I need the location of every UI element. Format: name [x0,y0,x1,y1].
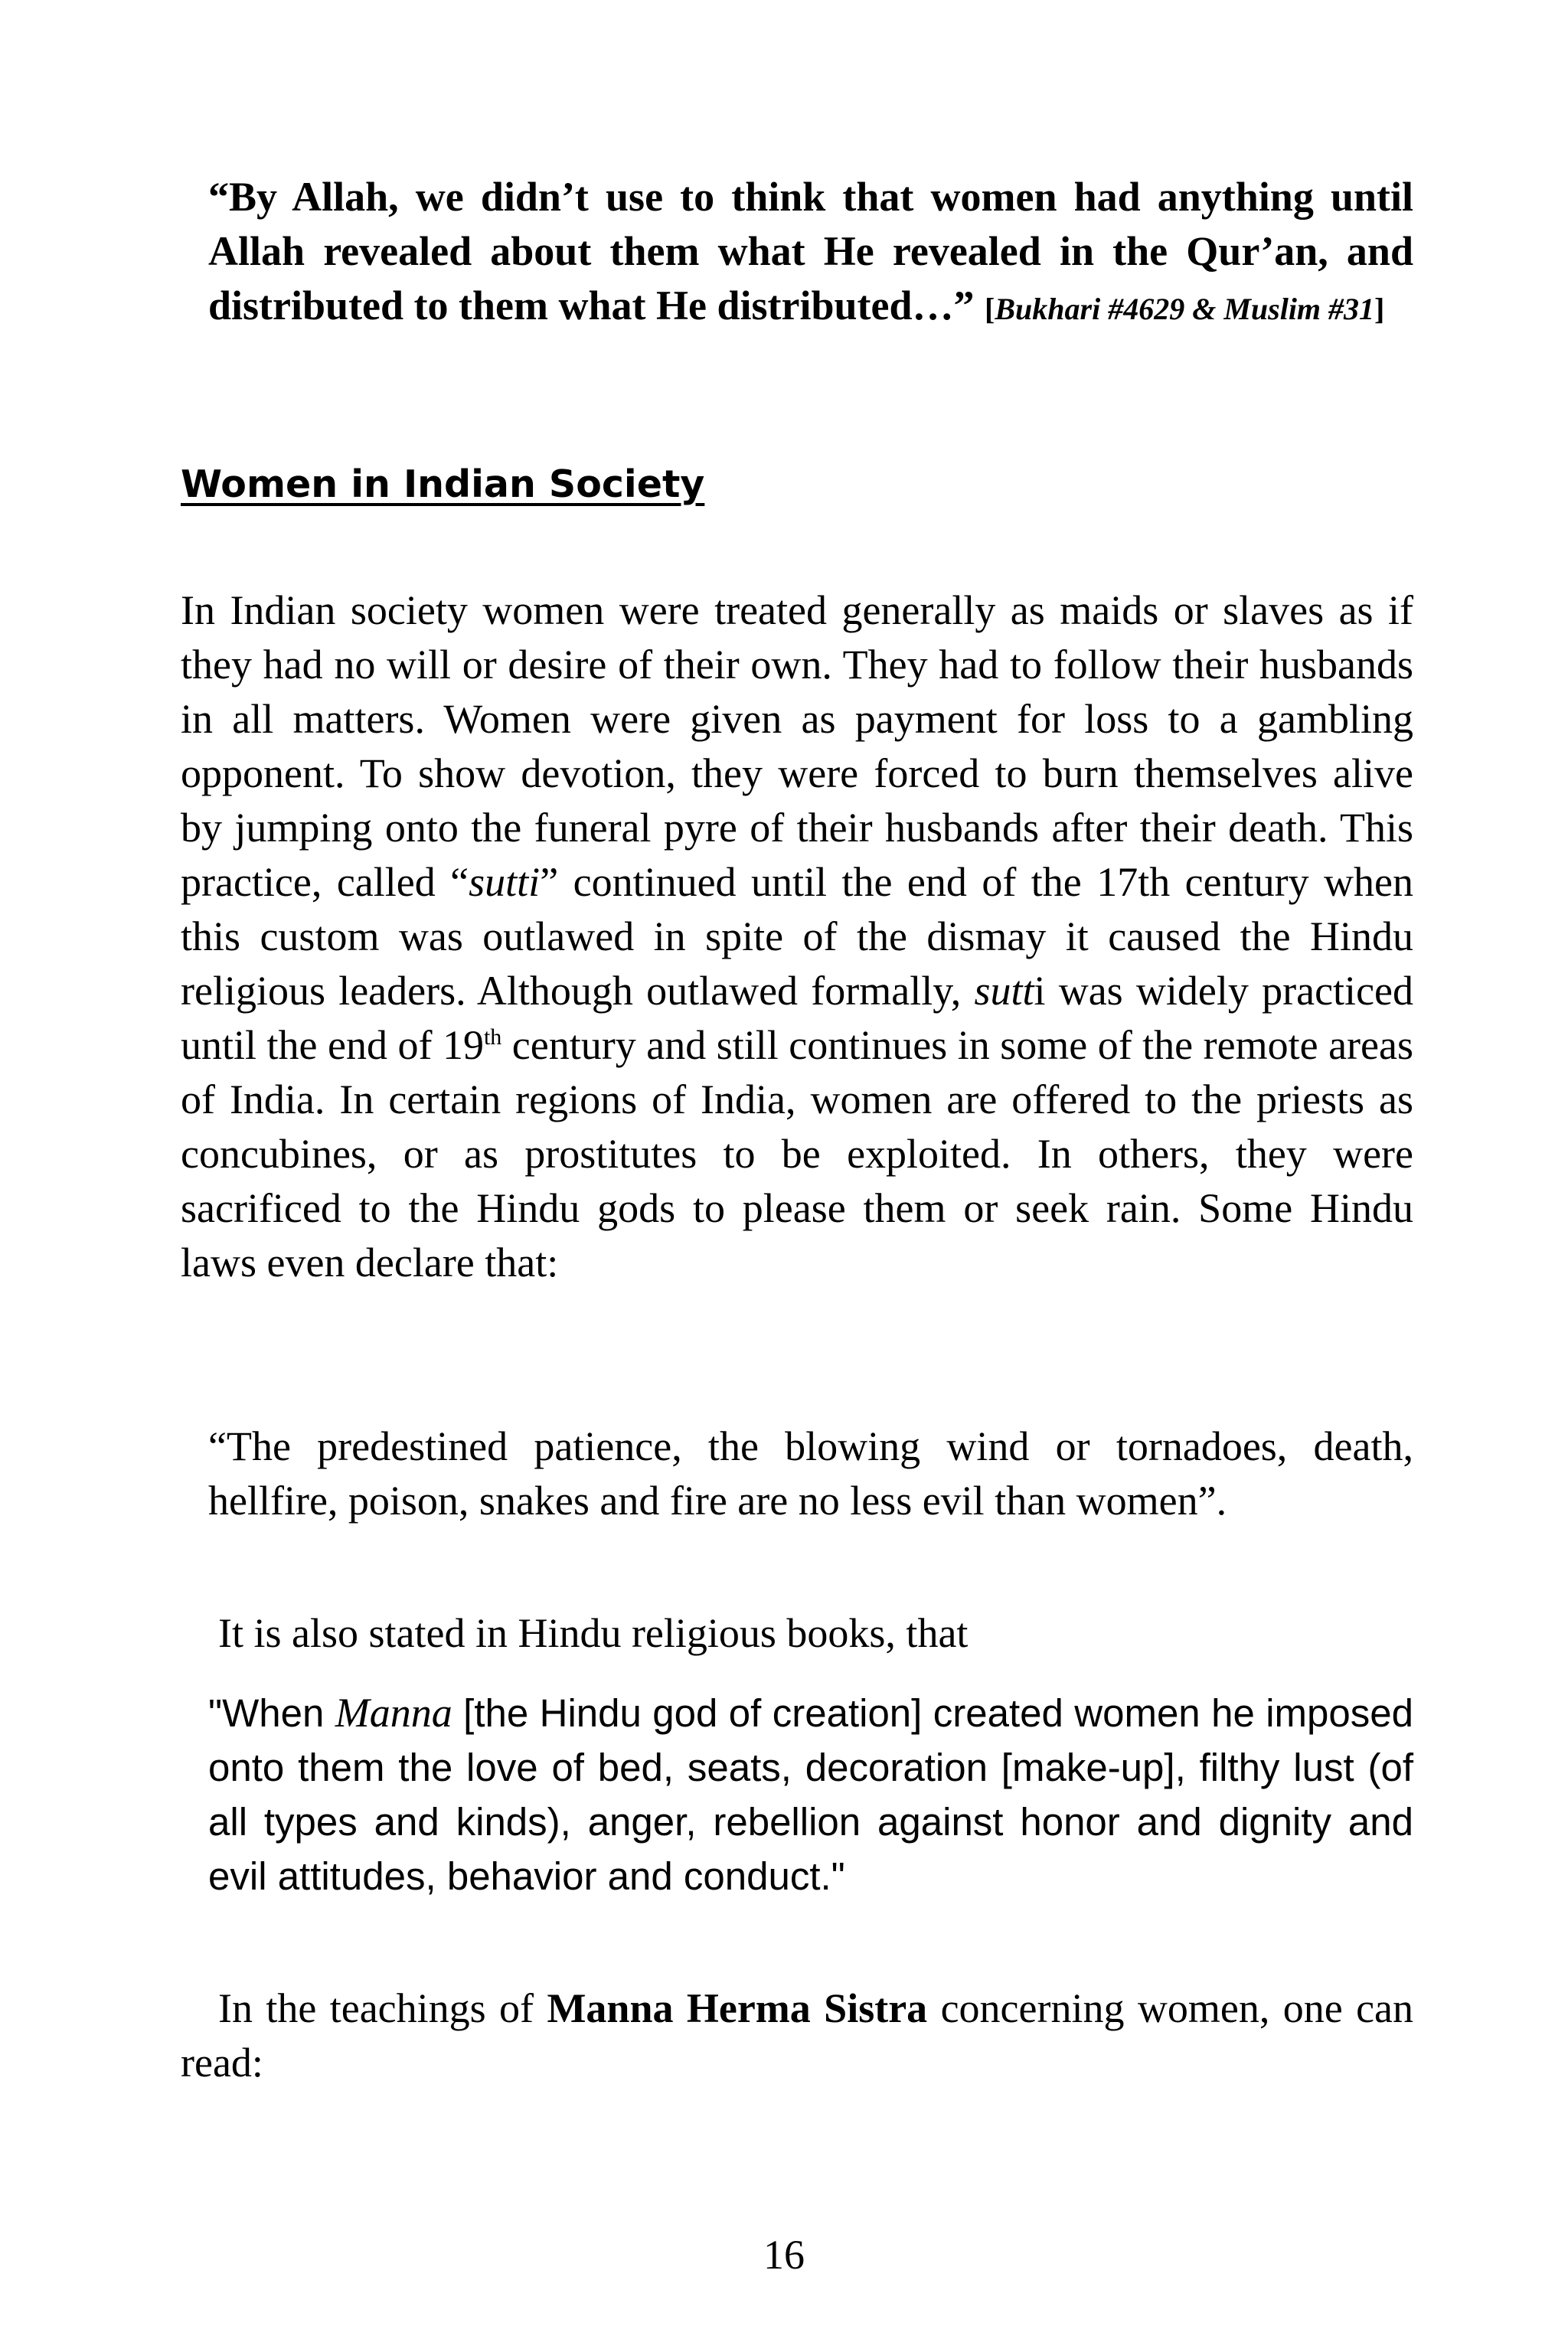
stated-line: It is also stated in Hindu religious books, that [218,1610,969,1656]
scripture-title: Manna Herma Sistra [547,1985,928,2031]
manna-quote: "When Manna [the Hindu god of creation] created women he imposed onto them the love of bed, seats, decoration [make-up], filthy lust (of all types and kinds), anger, rebellion against honor and dignity and evil attitudes, behavior and conduct." [208,1690,1413,1898]
ordinal-superscript: th [483,1024,502,1050]
hadith-quote [208,170,1413,336]
section-heading: Women in Indian Society [181,462,705,506]
hindu-law-quote: “The predestined patience, the blowing wind or tornadoes, death, hellfire, poison, snakes and fire are no less evil than women”. [208,1423,1413,1524]
manna-name: Manna [335,1690,452,1736]
main-paragraph: In Indian society women were treated generally as maids or slaves as if they had no will or desire of their own. They had to follow their husbands in all matters. Women were given as payment for loss to a gambling opponent. To show devotion, they were forced to burn themselves alive by jumping onto the funeral pyre of their husbands after their death. This practice, called “sutti” continued until the end of the 17th century when this custom was outlawed in spite of the dismay it caused the Hindu religious leaders. Although outlawed formally, sutti was widely practiced until the end of 19th century and still continues in some of the remote areas of India. In certain regions of India, women are offered to the priests as concubines, or as prostitutes to be exploited. In others, they were sacrificed to the Hindu gods to please them or seek rain. Some Hindu laws even declare that: [181,587,1413,1285]
teachings-paragraph: In the teachings of Manna Herma Sistra concerning women, one can read: [181,1985,1414,2086]
hadith-quote-text: “By Allah, we didn’t use to think that women had anything until Allah revealed about them what He revealed in the Qur’an, and distributed to them what He distributed…” [208,174,1413,328]
hadith-citation: [Bukhari #4629 & Muslim #31] [985,292,1385,326]
sutti-term-2: sutt [974,968,1034,1014]
sutti-term: sutti [469,859,541,905]
page-number: 16 [763,2232,805,2278]
citation-source: Bukhari #4629 & Muslim #31 [995,292,1375,326]
